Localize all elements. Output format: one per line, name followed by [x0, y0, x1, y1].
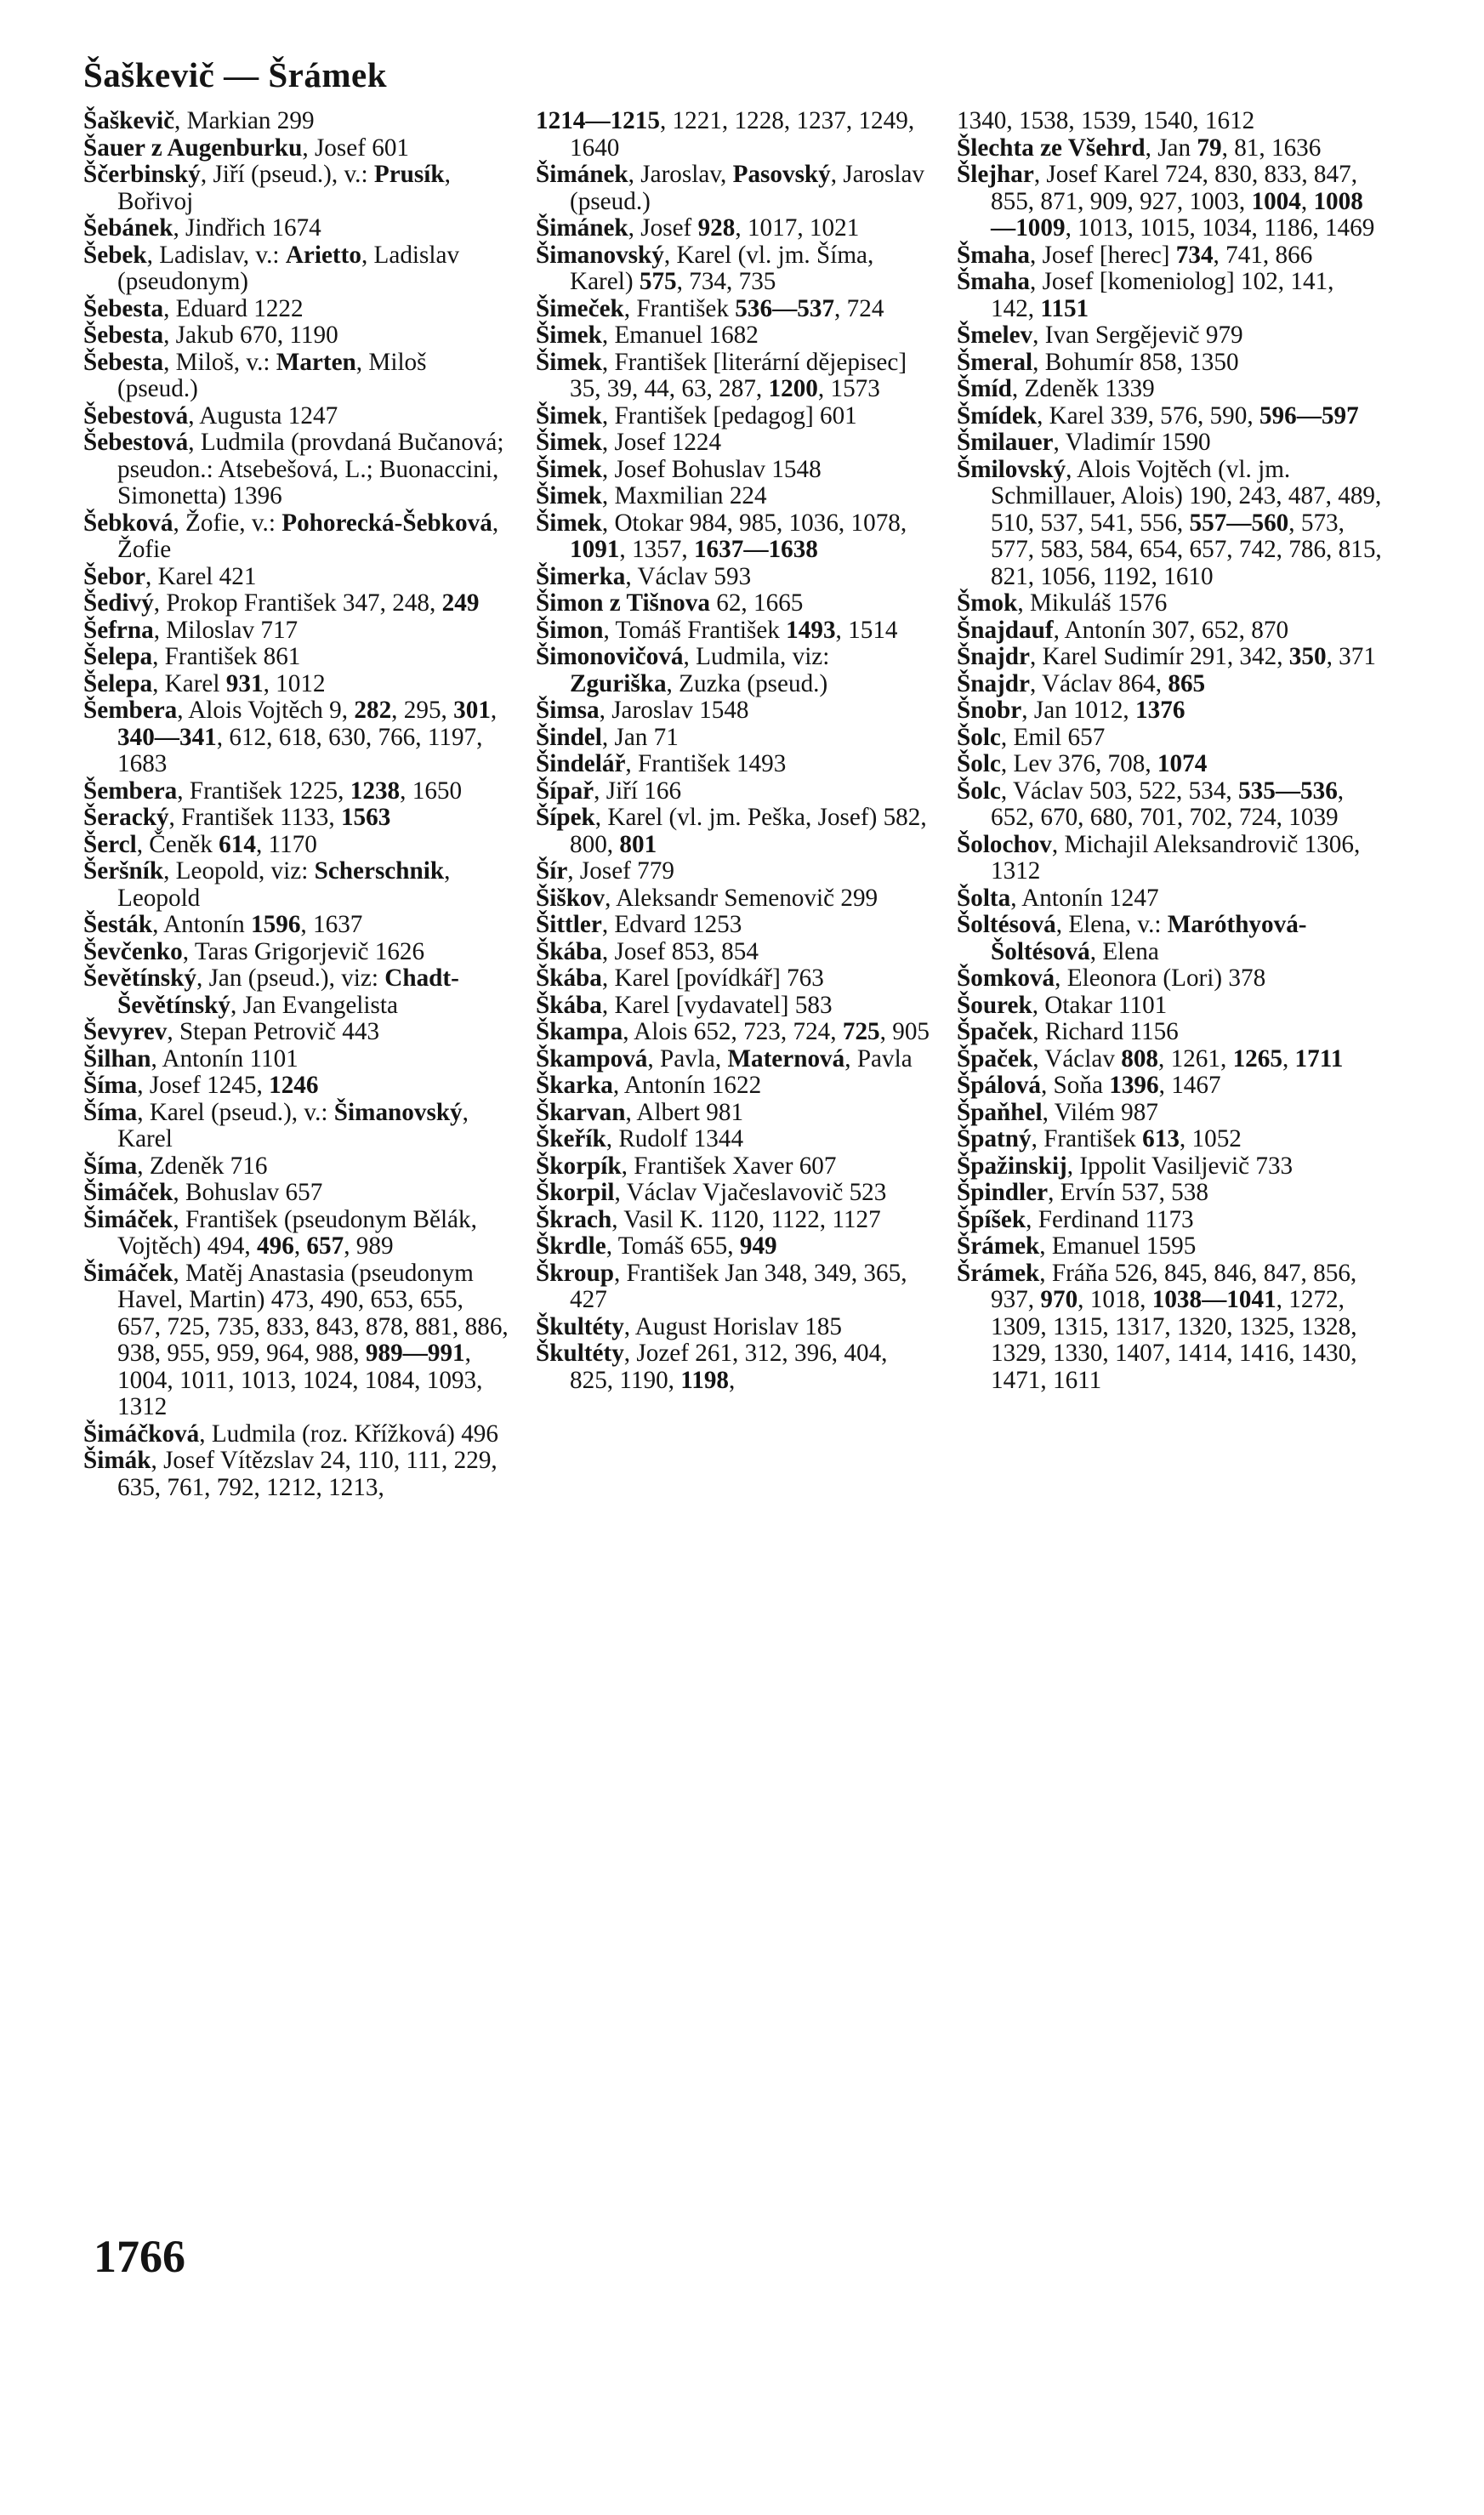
index-entry: Šmelev, Ivan Sergějevič 979: [957, 321, 1243, 349]
index-entry: Šolc, Václav 503, 522, 534, 535—536, 652, 670, 680, 701, 702, 724, 1039: [957, 777, 1345, 831]
index-column-1: [83, 108, 509, 1501]
index-entry: Ševětínský, Jan (pseud.), viz: Chadt-Ševětínský, Jan Evangelista: [83, 964, 459, 1019]
index-entry: Šípař, Jiří 166: [536, 777, 682, 805]
index-entry: Škrdle, Tomáš 655, 949: [536, 1232, 777, 1260]
index-entry: Šimon z Tišnova 62, 1665: [536, 589, 804, 617]
index-entry: Škroup, František Jan 348, 349, 365, 427: [536, 1259, 907, 1313]
index-entry: Šiškov, Aleksandr Semenovič 299: [536, 884, 878, 912]
index-entry: Šebesta, Jakub 670, 1190: [83, 321, 338, 349]
index-entry: Šimáček, František (pseudonym Bělák, Vojtěch) 494, 496, 657, 989: [83, 1205, 477, 1260]
index-entry: Šimeček, František 536—537, 724: [536, 294, 884, 322]
index-entry: Šimánek, Josef 928, 1017, 1021: [536, 214, 860, 242]
index-entry: Šimek, Maxmilian 224: [536, 482, 767, 509]
index-entry: Šlechta ze Všehrd, Jan 79, 81, 1636: [957, 134, 1322, 162]
index-entry: Šír, Josef 779: [536, 857, 674, 885]
index-entry: Šmok, Mikuláš 1576: [957, 589, 1168, 617]
index-entry: Šesták, Antonín 1596, 1637: [83, 911, 363, 938]
index-column-2: [536, 108, 930, 1394]
index-entry: Šíma, Zdeněk 716: [83, 1152, 268, 1180]
index-entry: Šimek, Otokar 984, 985, 1036, 1078, 1091, 1357, 1637—1638: [536, 509, 907, 563]
running-head: Šaškevič — Šrámek: [83, 55, 387, 94]
index-entry: Šmaha, Josef [herec] 734, 741, 866: [957, 241, 1313, 269]
index-entry: Šimek, František [literární dějepisec] 35, 39, 44, 63, 287, 1200, 1573: [536, 348, 907, 402]
index-entry: Šimonovičová, Ludmila, viz: Zguriška, Zuzka (pseud.): [536, 643, 830, 697]
index-entry: Šimánek, Jaroslav, Pasovský, Jaroslav (pseud.): [536, 161, 925, 215]
index-entry: Šrámek, Fráňa 526, 845, 846, 847, 856, 937, 970, 1018, 1038—1041, 1272, 1309, 1315, 1317, 1320, 1325, 1328, 1329, 1330, 1407, 1414, 1416, 1430, 1471, 1611: [957, 1259, 1357, 1394]
index-entry: Škarka, Antonín 1622: [536, 1072, 762, 1099]
index-entry: Šimanovský, Karel (vl. jm. Šíma, Karel) 575, 734, 735: [536, 241, 874, 295]
index-entry: Škába, Karel [povídkář] 763: [536, 964, 824, 992]
index-entry: Šmíd, Zdeněk 1339: [957, 375, 1155, 402]
index-entry: Šnajdr, Václav 864, 865: [957, 669, 1206, 697]
index-entry: 1340, 1538, 1539, 1540, 1612: [957, 107, 1255, 134]
page-number: 1766: [94, 2231, 185, 2282]
index-entry: 1214—1215, 1221, 1228, 1237, 1249, 1640: [536, 107, 915, 162]
index-entry: Šípek, Karel (vl. jm. Peška, Josef) 582, 800, 801: [536, 804, 927, 858]
index-entry: Ševyrev, Stepan Petrovič 443: [83, 1018, 380, 1045]
index-entry: Šolc, Emil 657: [957, 723, 1106, 751]
index-entry: Šercl, Čeněk 614, 1170: [83, 830, 317, 858]
index-entry: Šebek, Ladislav, v.: Arietto, Ladislav (pseudonym): [83, 241, 460, 295]
index-entry: Šebestová, Augusta 1247: [83, 401, 338, 430]
index-entry: Šembera, František 1225, 1238, 1650: [83, 777, 463, 805]
index-entry: Ščerbinský, Jiří (pseud.), v.: Prusík, Bořivoj: [83, 161, 451, 215]
index-entry: Špálová, Soňa 1396, 1467: [957, 1072, 1221, 1099]
index-entry: Škeřík, Rudolf 1344: [536, 1125, 744, 1152]
index-entry: Šindel, Jan 71: [536, 723, 679, 751]
index-entry: Šolochov, Michajil Aleksandrovič 1306, 1312: [957, 830, 1361, 885]
index-entry: Šrámek, Emanuel 1595: [957, 1232, 1197, 1260]
index-entry: Šeršník, Leopold, viz: Scherschnik, Leopold: [83, 857, 451, 912]
index-entry: Šmaha, Josef [komeniolog] 102, 141, 142, 1151: [957, 268, 1334, 322]
index-entry: Šittler, Edvard 1253: [536, 911, 742, 938]
index-entry: Šembera, Alois Vojtěch 9, 282, 295, 301, 340—341, 612, 618, 630, 766, 1197, 1683: [83, 697, 498, 777]
index-entry: Šilhan, Antonín 1101: [83, 1044, 299, 1073]
index-entry: Šebesta, Eduard 1222: [83, 294, 304, 322]
index-entry: Špaček, Richard 1156: [957, 1018, 1179, 1045]
index-entry: Šefrna, Miloslav 717: [83, 616, 299, 644]
index-entry: Špaňhel, Vilém 987: [957, 1098, 1158, 1126]
index-entry: Šimáček, Bohuslav 657: [83, 1179, 323, 1206]
index-entry: Šolta, Antonín 1247: [957, 884, 1159, 912]
index-entry: Škultéty, Jozef 261, 312, 396, 404, 825, 1190, 1198,: [536, 1340, 888, 1394]
index-entry: Škarvan, Albert 981: [536, 1098, 744, 1126]
index-entry: Šlejhar, Josef Karel 724, 830, 833, 847, 855, 871, 909, 927, 1003, 1004, 1008—1009, 1013, 1015, 1034, 1186, 1469: [957, 161, 1375, 242]
index-entry: Šebesta, Miloš, v.: Marten, Miloš (pseud.): [83, 348, 427, 402]
index-entry: Škába, Josef 853, 854: [536, 937, 759, 965]
index-entry: Šebor, Karel 421: [83, 562, 257, 590]
index-entry: Šaškevič, Markian 299: [83, 107, 315, 134]
index-entry: Šebánek, Jindřich 1674: [83, 214, 321, 242]
index-entry: Škorpík, František Xaver 607: [536, 1152, 837, 1180]
index-entry: Šnajdr, Karel Sudimír 291, 342, 350, 371: [957, 643, 1376, 670]
index-entry: Šoltésová, Elena, v.: Maróthyová-Šoltésová, Elena: [957, 911, 1307, 965]
index-entry: Šnobr, Jan 1012, 1376: [957, 697, 1185, 724]
index-entry: Šíma, Karel (pseud.), v.: Šimanovský, Karel: [83, 1098, 469, 1152]
index-entry: Šnajdauf, Antonín 307, 652, 870: [957, 616, 1289, 644]
index-entry: Šmídek, Karel 339, 576, 590, 596—597: [957, 401, 1359, 430]
index-entry: Škorpil, Václav Vjačeslavovič 523: [536, 1179, 887, 1206]
index-entry: Šolc, Lev 376, 708, 1074: [957, 750, 1208, 777]
index-entry: Škultéty, August Horislav 185: [536, 1312, 842, 1340]
index-entry: Špatný, František 613, 1052: [957, 1125, 1242, 1152]
index-entry: Špažinskij, Ippolit Vasiljevič 733: [957, 1152, 1294, 1180]
index-entry: Šedivý, Prokop František 347, 248, 249: [83, 589, 480, 617]
index-entry: Šimáček, Matěj Anastasia (pseudonym Havel, Martin) 473, 490, 653, 655, 657, 725, 735, 833, 843, 878, 881, 886, 938, 955, 959, 964, 988, 989—991, 1004, 1011, 1013, 1024, 1084, 1093, 1312: [83, 1259, 509, 1420]
index-entry: Škába, Karel [vydavatel] 583: [536, 991, 833, 1019]
index-entry: Šmeral, Bohumír 858, 1350: [957, 348, 1239, 376]
index-entry: Šeracký, František 1133, 1563: [83, 804, 391, 831]
index-entry: Šmilauer, Vladimír 1590: [957, 429, 1211, 456]
index-entry: Šimek, Emanuel 1682: [536, 321, 759, 349]
index-entry: Špindler, Ervín 537, 538: [957, 1179, 1208, 1206]
index-entry: Špaček, Václav 808, 1261, 1265, 1711: [957, 1044, 1344, 1073]
index-column-3: [957, 108, 1382, 1394]
index-entry: Šimek, Josef Bohuslav 1548: [536, 455, 822, 483]
index-entry: Šebestová, Ludmila (provdaná Bučanová; pseudon.: Atsebešová, L.; Buonaccini, Simonetta) 1396: [83, 429, 504, 509]
index-entry: Škampová, Pavla, Maternová, Pavla: [536, 1044, 913, 1073]
index-entry: Šíma, Josef 1245, 1246: [83, 1072, 319, 1099]
index-entry: Šomková, Eleonora (Lori) 378: [957, 964, 1266, 992]
index-entry: Šmilovský, Alois Vojtěch (vl. jm. Schmillauer, Alois) 190, 243, 487, 489, 510, 537, 541, 556, 557—560, 573, 577, 583, 584, 654, 657, 742, 786, 815, 821, 1056, 1192, 1610: [957, 455, 1382, 590]
index-entry: Šebková, Žofie, v.: Pohorecká-Šebková, Žofie: [83, 509, 499, 563]
index-entry: Šimon, Tomáš František 1493, 1514: [536, 616, 898, 644]
index-entry: Ševčenko, Taras Grigorjevič 1626: [83, 937, 425, 965]
index-entry: Šauer z Augenburku, Josef 601: [83, 134, 410, 162]
index-entry: Šelepa, Karel 931, 1012: [83, 669, 326, 697]
index-entry: Šimek, Josef 1224: [536, 429, 722, 456]
index-entry: Šelepa, František 861: [83, 643, 301, 670]
index-entry: Špíšek, Ferdinand 1173: [957, 1205, 1194, 1233]
index-entry: Šourek, Otakar 1101: [957, 991, 1168, 1019]
index-entry: Šimerka, Václav 593: [536, 562, 752, 590]
index-entry: Šimsa, Jaroslav 1548: [536, 697, 749, 724]
index-entry: Škampa, Alois 652, 723, 724, 725, 905: [536, 1018, 930, 1045]
index-entry: Šimák, Josef Vítězslav 24, 110, 111, 229, 635, 761, 792, 1212, 1213,: [83, 1447, 498, 1501]
index-entry: Šindelář, František 1493: [536, 750, 787, 777]
index-entry: Škrach, Vasil K. 1120, 1122, 1127: [536, 1205, 881, 1233]
index-entry: Šimáčková, Ludmila (roz. Křížková) 496: [83, 1420, 498, 1448]
index-entry: Šimek, František [pedagog] 601: [536, 401, 857, 430]
